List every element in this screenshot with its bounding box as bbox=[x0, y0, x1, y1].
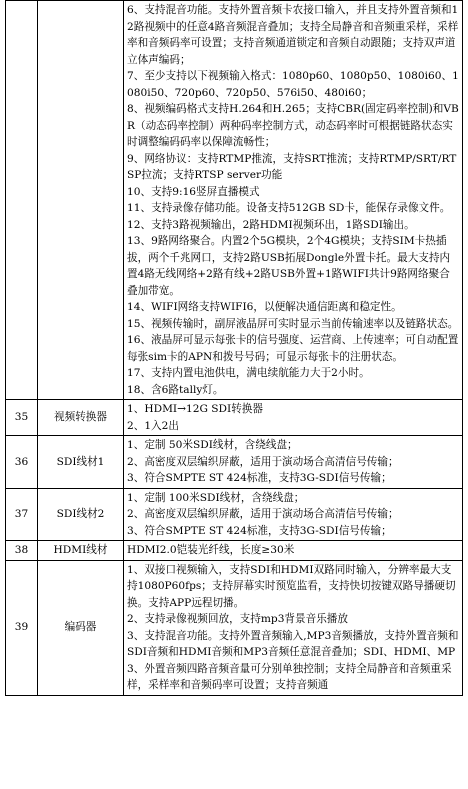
spec-line: 1、定制 100米SDI线材，含绕线盘； bbox=[127, 491, 305, 504]
item-name: HDMI线材 bbox=[38, 541, 124, 561]
spec-line: 1、HDMI→12G SDI转换器 bbox=[127, 403, 264, 415]
spec-line: HDMI2.0铠装光纤线，长度≥30米 bbox=[127, 544, 295, 556]
item-spec bbox=[124, 400, 463, 436]
spec-line: 15、视频传输时，副屏液晶屏可实时显示当前传输速率以及链路状态。 bbox=[127, 317, 459, 330]
item-spec bbox=[124, 541, 463, 561]
spec-line: 7、至少支持以下视频输入格式：1080p60、1080p50、1080i60、1080i50、720p60、720p50、576i50、480i60； bbox=[127, 70, 459, 99]
spec-line: 2、高密度双层编织屏蔽，适用于演动场合高清信号传输； bbox=[127, 508, 399, 520]
spec-line: 17、支持内置电池供电，满电续航能力大于2小时。 bbox=[127, 367, 370, 379]
spec-line: 13、9路网络聚合。内置2个5G模块，2个4G模块；支持SIM卡热插拔，两个千兆网口，支持2路USB拓展Dongle外置卡托。最大支持内置4路无线网络+2路有线+2路USB外置+1路WIFI共计9路网络聚合叠加带宽。 bbox=[127, 235, 451, 297]
spec-line: 16、液晶屏可显示每张卡的信号强度、运营商、上传速率；可自动配置每张sim卡的APN和拨号号码；可显示每张卡的注册状态。 bbox=[127, 334, 459, 363]
spec-line: 2、高密度双层编织屏蔽，适用于演动场合高清信号传输； bbox=[127, 455, 399, 468]
spec-line: 1、双接口视频输入，支持SDI和HDMI双路同时输入，分辨率最大支持1080P60fps；支持屏幕实时预览监看，支持快切按键双路导播硬切换。支持APP远程切播。 bbox=[127, 563, 456, 609]
item-spec bbox=[124, 1, 463, 400]
item-spec bbox=[124, 560, 463, 695]
spec-line: 12、支持3路视频输出，2路HDMI视频环出，1路SDI输出。 bbox=[127, 218, 415, 231]
item-name: SDI线材2 bbox=[38, 488, 124, 541]
table-row bbox=[6, 436, 463, 489]
item-name: 视频转换器 bbox=[38, 400, 124, 436]
row-number bbox=[6, 1, 38, 400]
item-name: SDI线材1 bbox=[38, 436, 124, 489]
spec-line: 11、支持录像存储功能。设备支持512GB SD卡，能保存录像文件。 bbox=[127, 202, 451, 214]
row-number: 38 bbox=[6, 541, 38, 561]
row-number: 36 bbox=[6, 436, 38, 489]
spec-line: 3、符合SMPTE ST 424标准，支持3G-SDI信号传输； bbox=[127, 472, 392, 484]
spec-line: 3、符合SMPTE ST 424标准，支持3G-SDI信号传输； bbox=[127, 524, 392, 537]
spec-line: 6、支持混音功能。支持外置音频卡农接口输入，并且支持外置音频和12路视频中的任意4路音频混音叠加；支持全局静音和音频重采样，采样率和音频码率可设置；支持音频通道锁定和音频自动跟随；支持双声道立体声编码； bbox=[127, 4, 459, 66]
item-name: 编码器 bbox=[38, 560, 124, 695]
table-row bbox=[6, 400, 463, 436]
spec-line: 1、定制 50米SDI线材，含绕线盘； bbox=[127, 439, 298, 451]
table-row bbox=[6, 560, 463, 695]
spec-line: 14、WIFI网络支持WIFI6，以便解决通信距离和稳定性。 bbox=[127, 301, 402, 313]
row-number: 39 bbox=[6, 560, 38, 695]
row-number: 37 bbox=[6, 488, 38, 541]
table-row bbox=[6, 1, 463, 400]
spec-line: 2、支持录像视频回放，支持mp3背景音乐播放 bbox=[127, 613, 348, 625]
spec-line: 3、支持混音功能。支持外置音频输入,MP3音频播放，支持外置音频和SDI音频和HDMI音频和MP3音频任意混音叠加；SDI、HDMI、MP3、外置音频四路音频音量可分别单独控制；支持全局静音和音频重采样，采样率和音频码率可设置；支持音频通 bbox=[127, 629, 459, 691]
spec-line: 18、含6路tally灯。 bbox=[127, 383, 224, 396]
row-number: 35 bbox=[6, 400, 38, 436]
spec-line: 9、网络协议：支持RTMP推流，支持SRT推流；支持RTMP/SRT/RTSP拉流；支持RTSP server功能 bbox=[127, 152, 457, 181]
spec-line: 8、视频编码格式支持H.264和H.265；支持CBR(固定码率控制)和VBR（动态码率控制）两种码率控制方式，动态码率时可根据链路状态实时调整编码码率以保障流畅性； bbox=[127, 103, 459, 148]
item-name bbox=[38, 1, 124, 400]
table-row bbox=[6, 488, 463, 541]
item-spec bbox=[124, 488, 463, 541]
spec-table-body bbox=[6, 1, 463, 696]
spec-line: 10、支持9:16竖屏直播模式 bbox=[127, 185, 260, 198]
spec-line: 2、1入2出 bbox=[127, 419, 180, 432]
spec-table bbox=[5, 0, 463, 696]
table-row bbox=[6, 541, 463, 561]
item-spec bbox=[124, 436, 463, 489]
